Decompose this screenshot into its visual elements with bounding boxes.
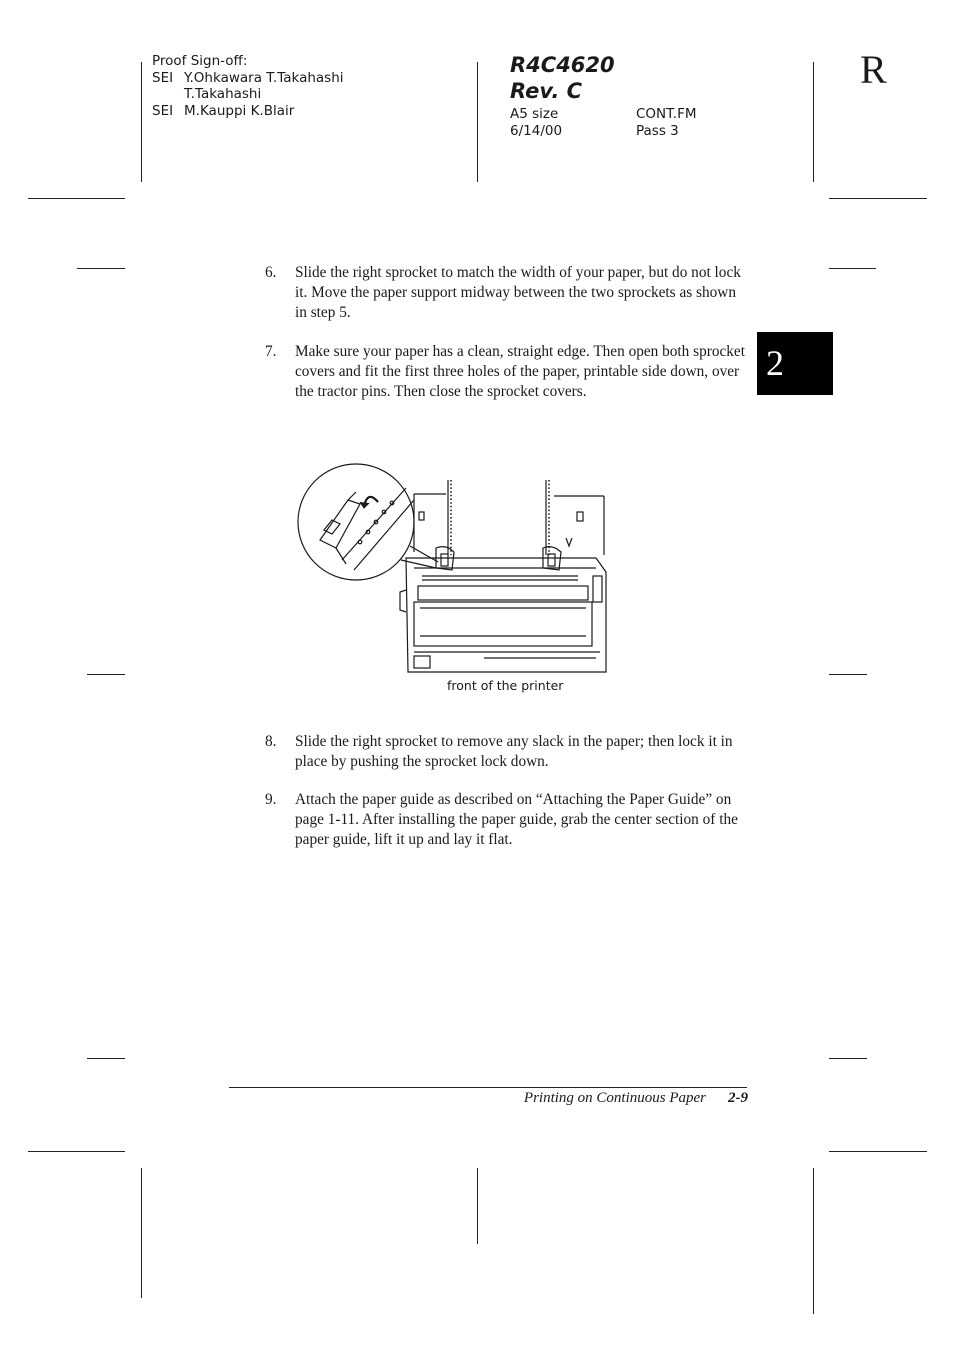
step-number: 9. — [265, 791, 277, 808]
footer-chapter-title: Printing on Continuous Paper — [523, 1090, 706, 1106]
corner-letter: R — [860, 47, 887, 92]
crop-mark — [829, 1151, 927, 1152]
signoff-row — [152, 70, 344, 87]
crop-mark — [141, 1168, 142, 1298]
paper-right-edge — [546, 480, 604, 555]
signoff-org: SEI — [152, 102, 174, 119]
step-item — [265, 790, 745, 850]
pass: Pass 3 — [636, 122, 679, 139]
signoff-org: SEI — [152, 69, 174, 86]
crop-mark — [77, 268, 125, 269]
step-text: Slide the right sprocket to match the width of your paper, but do not lock it. Move the paper support midway between the two sprockets as shown in step 5. — [295, 264, 741, 321]
figure-caption: front of the printer — [447, 678, 564, 693]
crop-mark — [829, 674, 867, 675]
signoff-names: T.Takahashi — [184, 86, 262, 102]
chapter-tab — [757, 332, 833, 395]
page-footer — [480, 1090, 748, 1107]
step-item — [265, 263, 745, 323]
curved-arrow-icon — [360, 497, 378, 508]
crop-mark — [28, 1151, 125, 1152]
date: 6/14/00 — [510, 122, 563, 139]
paper-left-edge — [414, 480, 451, 555]
crop-mark — [141, 62, 142, 182]
printer-body — [400, 558, 606, 672]
proof-signoff — [152, 53, 344, 119]
step-text: Slide the right sprocket to remove any slack in the paper; then lock it in place by pushing the sprocket lock down. — [295, 733, 733, 770]
file-name: CONT.FM — [636, 106, 697, 122]
proof-label: Proof Sign-off: — [152, 53, 248, 69]
crop-mark — [829, 268, 876, 269]
model-block — [510, 52, 615, 104]
signoff-row — [152, 103, 344, 120]
crop-mark — [87, 674, 125, 675]
crop-mark — [813, 62, 814, 182]
chapter-number: 2 — [766, 343, 784, 383]
step-item — [265, 342, 745, 402]
signoff-row — [152, 86, 344, 103]
crop-mark — [813, 1168, 814, 1314]
step-number: 7. — [265, 343, 277, 360]
step-item — [265, 732, 745, 772]
crop-mark — [87, 1058, 125, 1059]
step-text: Attach the paper guide as described on “Attaching the Paper Guide” on page 1-11. After installing the paper guide, grab the center section of the paper guide, lift it up and lay it flat. — [295, 791, 738, 848]
signoff-names: Y.Ohkawara T.Takahashi — [184, 69, 344, 86]
step-number: 8. — [265, 733, 277, 750]
revision: Rev. C — [510, 79, 583, 103]
crop-mark — [28, 198, 125, 199]
page-number: 2-9 — [728, 1090, 748, 1106]
crop-mark — [829, 198, 927, 199]
magnified-callout — [298, 464, 438, 580]
printer-illustration — [296, 460, 616, 680]
step-text: Make sure your paper has a clean, straight edge. Then open both sprocket covers and fit the first three holes of the paper, printable side down, over the tractor pins. Then close the sprocket covers. — [295, 343, 745, 400]
footer-rule — [229, 1087, 747, 1088]
signoff-names: M.Kauppi K.Blair — [184, 102, 295, 119]
page-size: A5 size — [510, 106, 559, 122]
crop-mark — [477, 1168, 478, 1244]
step-number: 6. — [265, 264, 277, 281]
crop-mark — [829, 1058, 867, 1059]
model-number: R4C4620 — [510, 53, 615, 77]
crop-mark — [477, 62, 478, 182]
